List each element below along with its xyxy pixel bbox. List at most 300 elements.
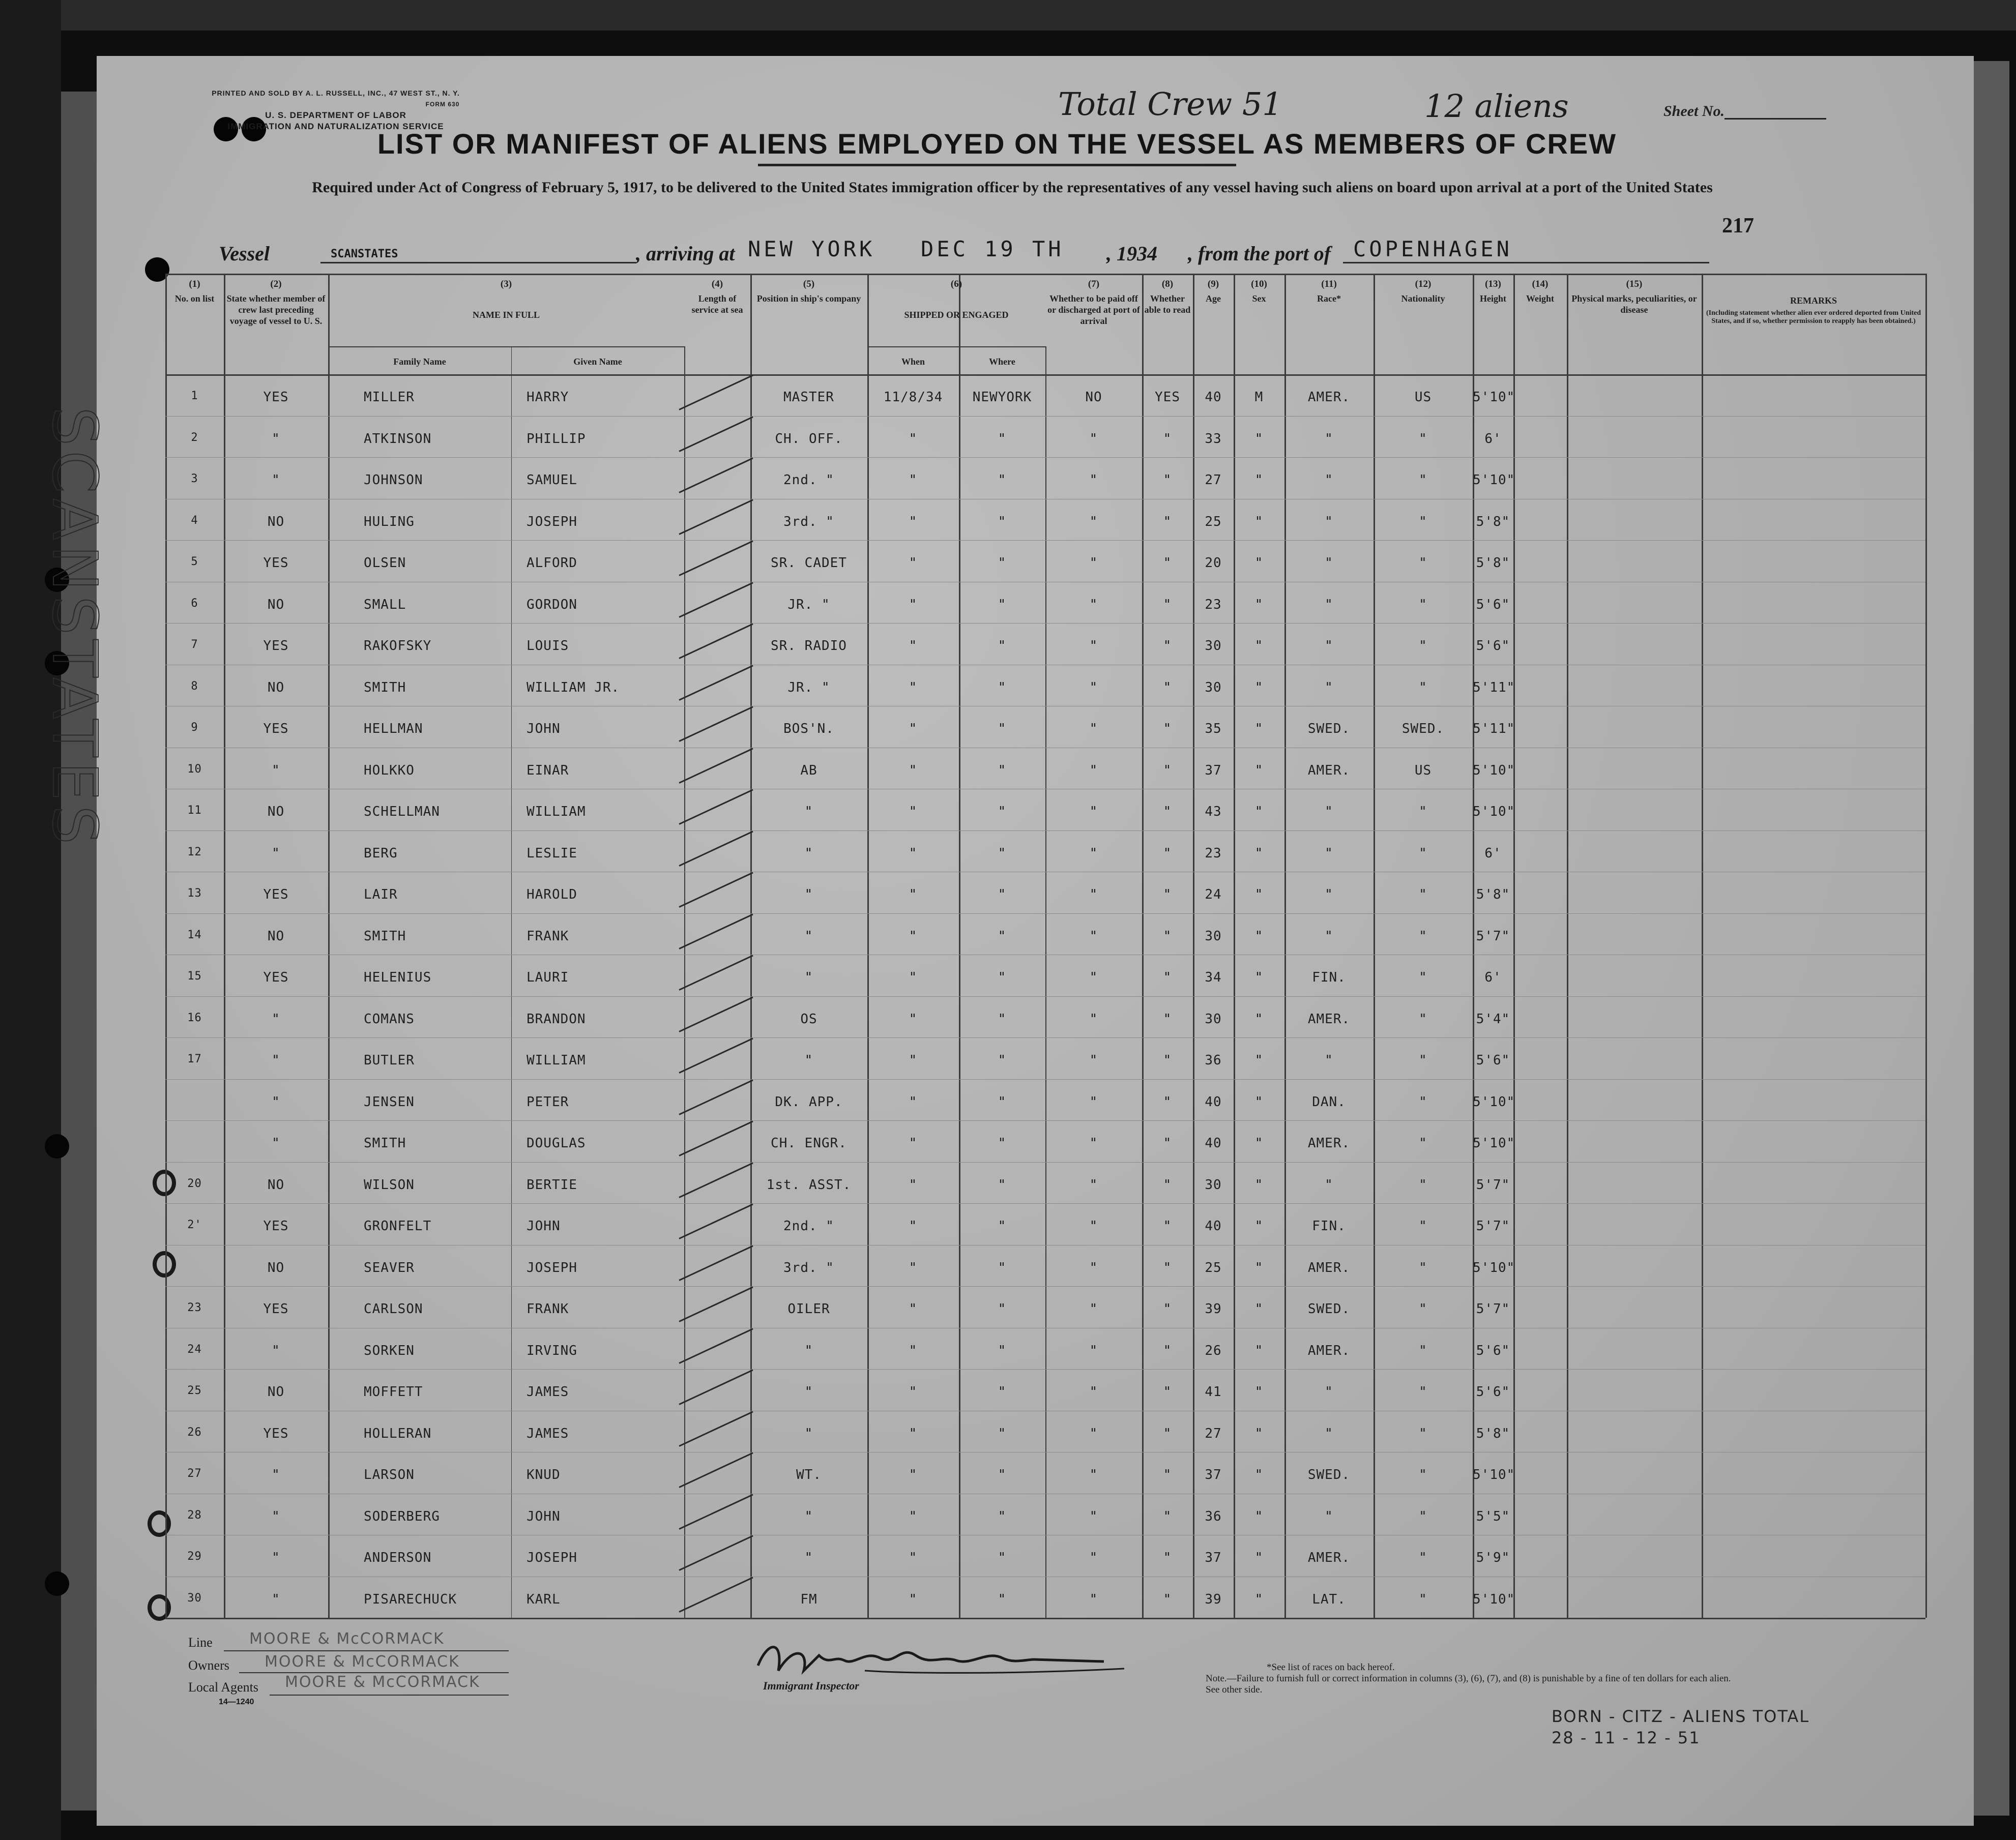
form-number: 14—1240 (219, 1698, 254, 1706)
cell-nat: " (1419, 1467, 1427, 1482)
cell-family: SMALL (364, 597, 406, 612)
cell-race: " (1325, 555, 1333, 571)
row-rule (165, 830, 1925, 831)
column-number: (13) (1485, 279, 1501, 289)
column-number: (1) (189, 279, 200, 289)
cell-read: " (1163, 1550, 1172, 1565)
cell-race: " (1325, 597, 1333, 612)
cell-read: " (1163, 1177, 1172, 1193)
cell-when: " (909, 804, 918, 819)
cell-read: " (1163, 1384, 1172, 1400)
cell-when: " (909, 1053, 918, 1068)
cell-where: " (998, 597, 1007, 612)
cell-height: 5'7" (1476, 928, 1510, 944)
cell-paid: " (1089, 804, 1098, 819)
cell-race: SWED. (1307, 1301, 1351, 1317)
cell-where: " (998, 721, 1007, 736)
cell-nat: " (1419, 1219, 1427, 1234)
cell-no: 28 (187, 1508, 202, 1522)
cell-where: " (998, 679, 1007, 695)
cell-height: 5'8" (1476, 887, 1510, 902)
cell-race: " (1325, 514, 1333, 529)
cell-paid: " (1089, 1177, 1098, 1193)
cell-family: BERG (364, 845, 398, 861)
cell-prev: " (272, 1467, 280, 1482)
cell-nat: " (1419, 1343, 1427, 1358)
cell-nat: " (1419, 928, 1427, 944)
printer-line: FORM 630 (425, 101, 460, 108)
cell-prev: NO (267, 597, 285, 612)
cell-no: 14 (187, 928, 202, 941)
column-number: (6) (950, 279, 962, 289)
agents-stamp: MOORE & McCORMACK (285, 1673, 480, 1691)
cell-pos: AB (800, 762, 817, 778)
column-header: REMARKS (1790, 295, 1837, 306)
cell-family: GRONFELT (364, 1219, 432, 1234)
cell-given: FRANK (527, 928, 569, 944)
cell-when: " (909, 762, 918, 778)
cell-height: 5'10" (1473, 472, 1515, 488)
cell-read: " (1163, 597, 1172, 612)
cell-height: 5'8" (1476, 1426, 1510, 1441)
cell-read: " (1163, 431, 1172, 447)
row-rule (165, 913, 1925, 914)
cell-family: SMITH (364, 1136, 406, 1151)
row-rule (165, 540, 1925, 541)
cell-prev: " (272, 1343, 280, 1358)
cell-no: 27 (187, 1467, 202, 1480)
cell-family: HELLMAN (364, 721, 423, 736)
cell-read: " (1163, 1260, 1172, 1275)
cell-nat: " (1419, 1301, 1427, 1317)
cell-read: " (1163, 721, 1172, 736)
cell-height: 5'9" (1476, 1550, 1510, 1565)
cell-nat: US (1414, 390, 1432, 405)
cell-pos: WT. (796, 1467, 822, 1482)
name-subrule (328, 346, 684, 347)
cell-sex: " (1254, 970, 1264, 985)
cell-age: 40 (1205, 1094, 1222, 1110)
cell-paid: NO (1085, 390, 1102, 405)
cell-sex: " (1254, 1343, 1264, 1358)
cell-no: 25 (187, 1384, 202, 1397)
cell-height: 5'6" (1476, 597, 1510, 612)
cell-race: " (1325, 1384, 1333, 1400)
underlying-sheet-left (61, 92, 97, 1811)
cell-no: 2 (191, 431, 198, 444)
cell-when: " (909, 1384, 918, 1400)
cell-paid: " (1089, 1219, 1098, 1234)
cell-given: IRVING (527, 1343, 577, 1358)
cell-given: JOHN (527, 721, 561, 736)
cell-where: " (998, 887, 1007, 902)
cell-given: LESLIE (527, 845, 577, 861)
cell-paid: " (1089, 721, 1098, 736)
cell-read: " (1163, 1094, 1172, 1110)
cell-age: 36 (1205, 1508, 1222, 1524)
cell-where: " (998, 928, 1007, 944)
owners-stamp: MOORE & McCORMACK (265, 1653, 460, 1671)
cell-when: " (909, 638, 918, 654)
cell-where: " (998, 514, 1007, 529)
column-number: (7) (1088, 279, 1100, 289)
cell-prev: " (272, 1011, 280, 1027)
cell-pos: 1st. ASST. (766, 1177, 852, 1193)
column-number: (14) (1532, 279, 1548, 289)
cell-when: " (909, 1219, 918, 1234)
cell-age: 37 (1205, 762, 1222, 778)
cell-family: SMITH (364, 679, 406, 695)
cell-given: DOUGLAS (527, 1136, 586, 1151)
cell-sex: " (1254, 1136, 1264, 1151)
cell-pos: " (804, 1053, 813, 1068)
cell-height: 5'7" (1476, 1219, 1510, 1234)
cell-family: BUTLER (364, 1053, 415, 1068)
cell-nat: " (1419, 1508, 1427, 1524)
column-header: State whether member of crew last preceding voyage of vessel to U. S. (226, 293, 326, 326)
shipped-where-header: Where (989, 357, 1015, 367)
cell-nat: " (1419, 431, 1427, 447)
cell-pos: OILER (787, 1301, 830, 1317)
side-vessel-stamp: SCANSTATES (39, 407, 109, 850)
cell-no: 6 (191, 597, 198, 610)
cell-pos: SR. RADIO (771, 638, 847, 654)
cell-pos: " (804, 970, 813, 985)
cell-race: SWED. (1307, 1467, 1351, 1482)
cell-age: 43 (1205, 804, 1222, 819)
cell-race: SWED. (1307, 721, 1351, 736)
cell-race: " (1325, 1426, 1333, 1441)
scanner-edge-left (0, 0, 61, 1840)
cell-age: 20 (1205, 555, 1222, 571)
cell-where: " (998, 1301, 1007, 1317)
line-stamp: MOORE & McCORMACK (249, 1630, 445, 1648)
cell-given: HAROLD (527, 887, 577, 902)
cell-where: " (998, 1343, 1007, 1358)
cell-sex: " (1254, 1426, 1264, 1441)
cell-nat: " (1419, 1384, 1427, 1400)
cell-race: " (1325, 804, 1333, 819)
cell-family: HOLKKO (364, 762, 415, 778)
arriving-label: , arriving at (636, 242, 735, 265)
cell-race: FIN. (1312, 1219, 1346, 1234)
cell-paid: " (1089, 1260, 1098, 1275)
cell-nat: " (1419, 1011, 1427, 1027)
cell-family: SEAVER (364, 1260, 415, 1275)
sheet-no-label: Sheet No. (1663, 103, 1725, 120)
cell-height: 6' (1484, 845, 1502, 861)
cell-sex: M (1254, 390, 1264, 405)
cell-sex: " (1254, 555, 1264, 571)
cell-prev: NO (267, 514, 285, 529)
cell-age: 34 (1205, 970, 1222, 985)
cell-sex: " (1254, 1591, 1264, 1607)
cell-pos: " (804, 1550, 813, 1565)
cell-paid: " (1089, 1426, 1098, 1441)
cell-family: PISARECHUCK (364, 1591, 457, 1607)
cell-no: 1 (191, 390, 198, 402)
row-rule (165, 1079, 1925, 1080)
cell-family: WILSON (364, 1177, 415, 1193)
cell-no: 20 (187, 1177, 202, 1190)
punch-hole (45, 1571, 69, 1596)
cell-sex: " (1254, 1219, 1264, 1234)
cell-race: AMER. (1307, 1011, 1351, 1027)
column-header: Whether to be paid off or discharged at port of arrival (1047, 293, 1140, 326)
cell-height: 5'10" (1473, 1136, 1515, 1151)
cell-given: KNUD (527, 1467, 561, 1482)
row-rule (165, 623, 1925, 624)
cell-height: 5'10" (1473, 390, 1515, 405)
cell-age: 23 (1205, 845, 1222, 861)
cell-paid: " (1089, 1467, 1098, 1482)
cell-when: " (909, 1011, 918, 1027)
cell-when: " (909, 845, 918, 861)
cell-race: " (1325, 1177, 1333, 1193)
shipped-subrule (867, 346, 1045, 347)
manifest-title: LIST OR MANIFEST OF ALIENS EMPLOYED ON THE VESSEL AS MEMBERS OF CREW (377, 128, 1617, 160)
cell-height: 5'4" (1476, 1011, 1510, 1027)
cell-sex: " (1254, 1508, 1264, 1524)
cell-given: KARL (527, 1591, 561, 1607)
cell-pos: MASTER (783, 390, 834, 405)
cell-no: 9 (191, 721, 198, 734)
cell-when: " (909, 1426, 918, 1441)
cell-given: LOUIS (527, 638, 569, 654)
printer-line: PRINTED AND SOLD BY A. L. RUSSELL, INC., 47 WEST ST., N. Y. (212, 89, 460, 97)
cell-read: " (1163, 845, 1172, 861)
column-header: Height (1480, 293, 1506, 304)
cell-read: " (1163, 1053, 1172, 1068)
cell-sex: " (1254, 638, 1264, 654)
cell-family: JOHNSON (364, 472, 423, 488)
cell-when: " (909, 1343, 918, 1358)
cell-where: " (998, 1550, 1007, 1565)
cell-sex: " (1254, 1053, 1264, 1068)
column-number: (4) (711, 279, 723, 289)
cell-age: 35 (1205, 721, 1222, 736)
cell-nat: " (1419, 1426, 1427, 1441)
cell-sex: " (1254, 1384, 1264, 1400)
cell-read: " (1163, 887, 1172, 902)
cell-no: 16 (187, 1011, 202, 1024)
row-rule (165, 416, 1925, 417)
cell-sex: " (1254, 762, 1264, 778)
races-note: *See list of races on back hereof. (1267, 1662, 1395, 1673)
cell-age: 39 (1205, 1301, 1222, 1317)
cell-where: " (998, 1384, 1007, 1400)
cell-where: " (998, 1591, 1007, 1607)
cell-nat: " (1419, 638, 1427, 654)
cell-nat: " (1419, 1177, 1427, 1193)
cell-when: " (909, 679, 918, 695)
cell-sex: " (1254, 845, 1264, 861)
cell-nat: " (1419, 1550, 1427, 1565)
cell-where: " (998, 804, 1007, 819)
cell-race: " (1325, 679, 1333, 695)
cell-age: 37 (1205, 1550, 1222, 1565)
cell-prev: NO (267, 1384, 285, 1400)
cell-read: " (1163, 1343, 1172, 1358)
cell-when: " (909, 1301, 918, 1317)
cell-age: 27 (1205, 1426, 1222, 1441)
cell-no: 30 (187, 1591, 202, 1605)
cell-no: 15 (187, 970, 202, 983)
column-header: Whether able to read (1144, 293, 1191, 315)
cell-sex: " (1254, 1011, 1264, 1027)
cell-age: 23 (1205, 597, 1222, 612)
cell-nat: " (1419, 887, 1427, 902)
cell-paid: " (1089, 597, 1098, 612)
cell-given: JOSEPH (527, 514, 577, 529)
cell-where: " (998, 1219, 1007, 1234)
cell-sex: " (1254, 679, 1264, 695)
row-rule (165, 1162, 1925, 1163)
row-rule (165, 996, 1925, 997)
cell-height: 5'11" (1473, 721, 1515, 736)
cell-read: YES (1155, 390, 1180, 405)
cell-prev: " (272, 762, 280, 778)
cell-pos: 2nd. " (783, 1219, 834, 1234)
cell-height: 5'7" (1476, 1177, 1510, 1193)
cell-when: " (909, 887, 918, 902)
column-number: (9) (1207, 279, 1219, 289)
column-header: Weight (1526, 293, 1554, 304)
cell-prev: " (272, 845, 280, 861)
cell-race: " (1325, 431, 1333, 447)
cell-read: " (1163, 679, 1172, 695)
cell-family: LAIR (364, 887, 398, 902)
cell-height: 5'8" (1476, 514, 1510, 529)
cell-paid: " (1089, 845, 1098, 861)
column-number: (10) (1251, 279, 1267, 289)
cell-when: " (909, 1094, 918, 1110)
cell-pos: " (804, 1426, 813, 1441)
departure-port: COPENHAGEN (1353, 236, 1512, 261)
cell-race: LAT. (1312, 1591, 1346, 1607)
cell-pos: " (804, 845, 813, 861)
cell-family: MOFFETT (364, 1384, 423, 1400)
cell-given: WILLIAM (527, 1053, 586, 1068)
cell-age: 30 (1205, 638, 1222, 654)
cell-pos: " (804, 1343, 813, 1358)
cell-paid: " (1089, 1550, 1098, 1565)
remarks-note: (Including statement whether alien ever ordered deported from United States, and if so, whether permission to reapply has been obtained.) (1706, 309, 1921, 325)
cell-prev: " (272, 1136, 280, 1151)
cell-height: 6' (1484, 431, 1502, 447)
cell-read: " (1163, 970, 1172, 985)
cell-paid: " (1089, 1136, 1098, 1151)
cell-age: 30 (1205, 928, 1222, 944)
cell-where: " (998, 638, 1007, 654)
cell-pos: CH. ENGR. (771, 1136, 847, 1151)
cell-sex: " (1254, 928, 1264, 944)
cell-pos: OS (800, 1011, 817, 1027)
cell-read: " (1163, 514, 1172, 529)
cell-height: 5'5" (1476, 1508, 1510, 1524)
title-underline (758, 164, 1236, 166)
page-number: 217 (1722, 214, 1754, 238)
cell-when: " (909, 1591, 918, 1607)
cell-age: 24 (1205, 887, 1222, 902)
cell-sex: " (1254, 1301, 1264, 1317)
cell-paid: " (1089, 1011, 1098, 1027)
cell-prev: " (272, 431, 280, 447)
cell-paid: " (1089, 514, 1098, 529)
cell-sex: " (1254, 721, 1264, 736)
cell-nat: " (1419, 472, 1427, 488)
cell-height: 5'6" (1476, 638, 1510, 654)
cell-paid: " (1089, 762, 1098, 778)
cell-read: " (1163, 1136, 1172, 1151)
cell-age: 39 (1205, 1591, 1222, 1607)
cell-prev: NO (267, 1260, 285, 1275)
cell-age: 40 (1205, 1219, 1222, 1234)
cell-race: " (1325, 638, 1333, 654)
cell-paid: " (1089, 1094, 1098, 1110)
cell-sex: " (1254, 1467, 1264, 1482)
cell-no: 23 (187, 1301, 202, 1314)
cell-nat: " (1419, 514, 1427, 529)
cell-sex: " (1254, 1094, 1264, 1110)
cell-nat: " (1419, 1053, 1427, 1068)
cell-when: " (909, 1550, 918, 1565)
cell-when: " (909, 555, 918, 571)
cell-pos: FM (800, 1591, 817, 1607)
cell-where: " (998, 1053, 1007, 1068)
cell-read: " (1163, 1426, 1172, 1441)
cell-prev: " (272, 472, 280, 488)
cell-given: JOSEPH (527, 1260, 577, 1275)
cell-paid: " (1089, 1343, 1098, 1358)
cell-prev: " (272, 1094, 280, 1110)
cell-age: 27 (1205, 472, 1222, 488)
cell-family: SMITH (364, 928, 406, 944)
cell-height: 6' (1484, 970, 1502, 985)
column-number: (2) (270, 279, 282, 289)
row-rule (165, 1203, 1925, 1204)
cell-race: AMER. (1307, 1550, 1351, 1565)
cell-nat: " (1419, 679, 1427, 695)
cell-family: LARSON (364, 1467, 415, 1482)
cell-when: " (909, 1467, 918, 1482)
column-header: Nationality (1401, 293, 1445, 304)
column-number: (5) (803, 279, 815, 289)
cell-where: " (998, 555, 1007, 571)
column-header: Age (1206, 293, 1221, 304)
column-header: Position in ship's company (756, 293, 861, 304)
cell-nat: SWED. (1401, 721, 1445, 736)
cell-height: 5'10" (1473, 1591, 1515, 1607)
row-rule (165, 1286, 1925, 1287)
cell-prev: YES (263, 1426, 289, 1441)
cell-no: 2' (187, 1219, 202, 1231)
cell-no: 10 (187, 762, 202, 776)
cell-height: 5'6" (1476, 1384, 1510, 1400)
cell-height: 5'6" (1476, 1053, 1510, 1068)
cell-race: AMER. (1307, 762, 1351, 778)
cell-paid: " (1089, 1508, 1098, 1524)
totals-header: BORN - CITZ - ALIENS TOTAL (1552, 1707, 1810, 1726)
cell-read: " (1163, 638, 1172, 654)
cell-when: " (909, 928, 918, 944)
cell-family: CARLSON (364, 1301, 423, 1317)
column-number: (15) (1626, 279, 1643, 289)
cell-age: 26 (1205, 1343, 1222, 1358)
cell-given: JAMES (527, 1426, 569, 1441)
cell-prev: " (272, 1550, 280, 1565)
cell-race: " (1325, 928, 1333, 944)
